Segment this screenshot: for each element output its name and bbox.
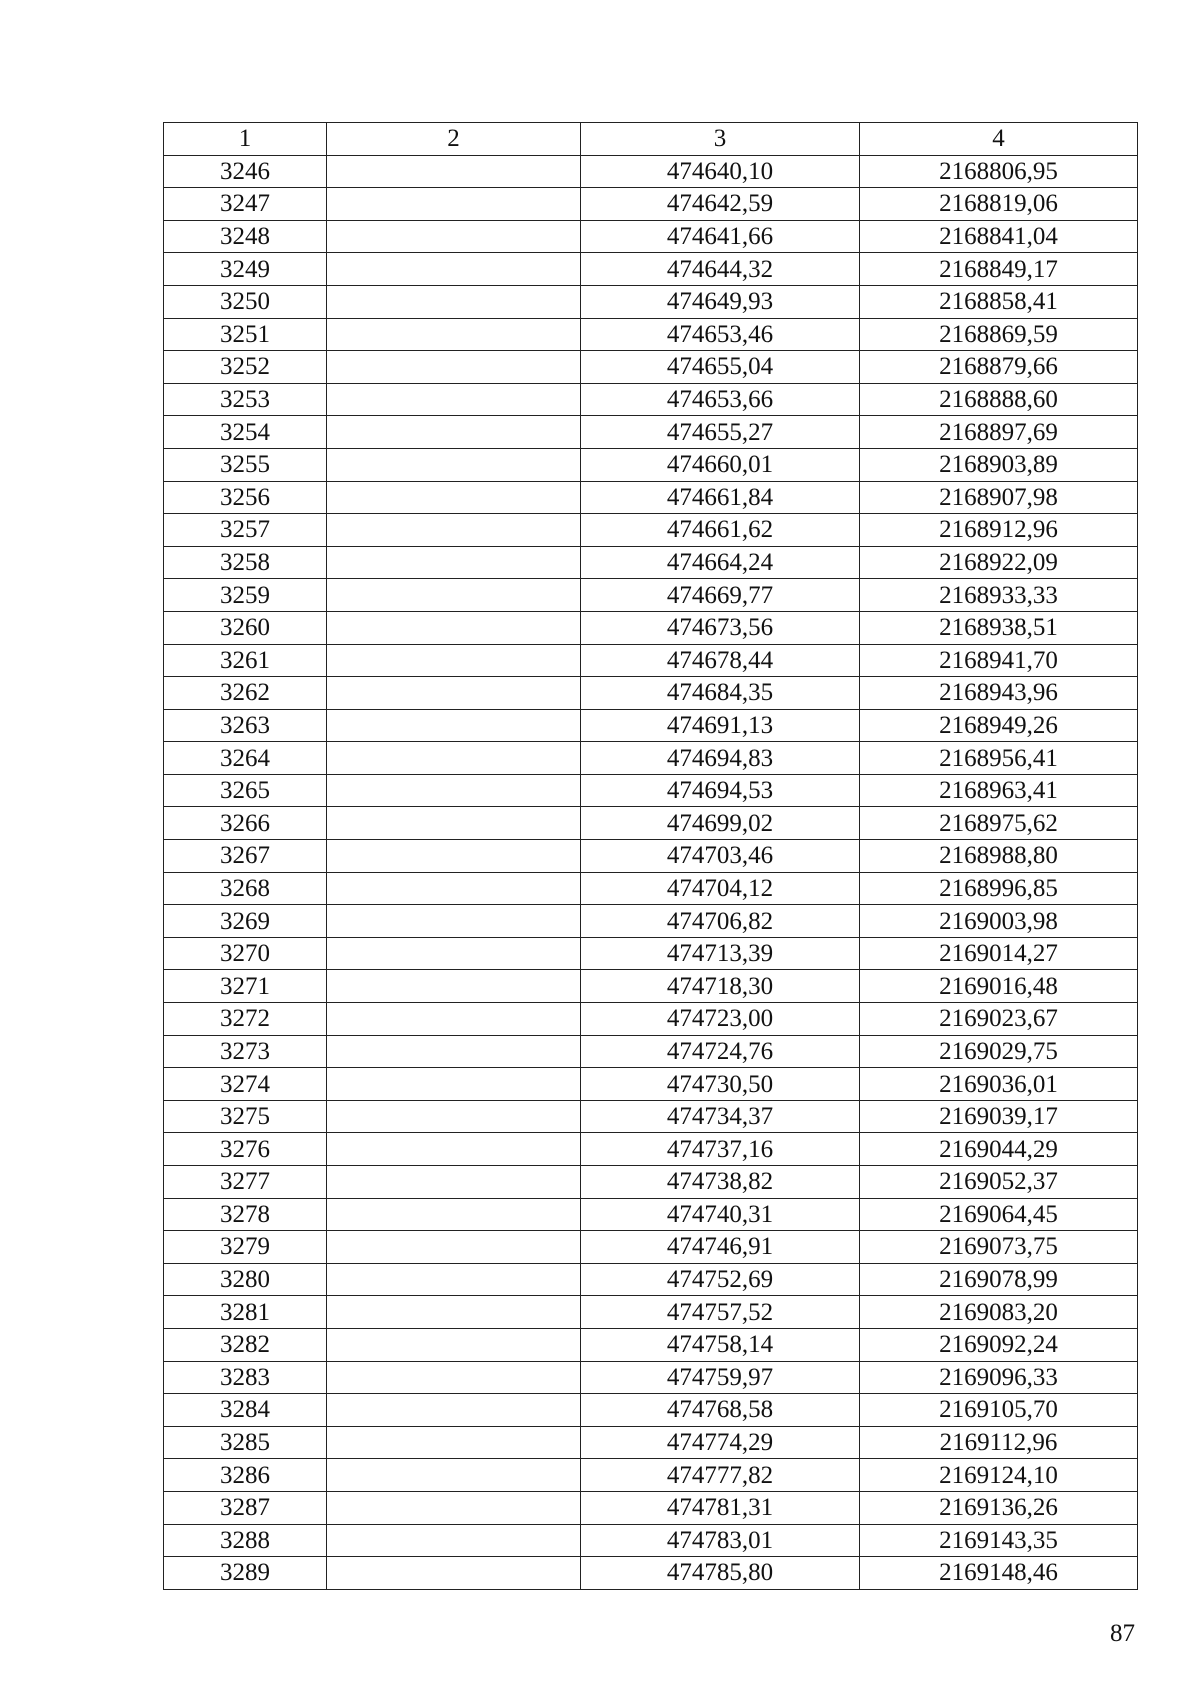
description-cell bbox=[327, 514, 581, 547]
description-cell bbox=[327, 872, 581, 905]
table-row bbox=[164, 514, 1138, 547]
point-number-cell: 3270 bbox=[164, 937, 327, 970]
y-coordinate-cell: 2168858,41 bbox=[860, 285, 1138, 318]
table-row bbox=[164, 1491, 1138, 1524]
point-number-cell: 3263 bbox=[164, 709, 327, 742]
y-coordinate-cell: 2168806,95 bbox=[860, 155, 1138, 188]
x-coordinate-cell: 474694,83 bbox=[581, 742, 860, 775]
x-coordinate-cell: 474694,53 bbox=[581, 774, 860, 807]
table-header-row bbox=[164, 123, 1138, 156]
description-cell bbox=[327, 188, 581, 221]
description-cell bbox=[327, 1198, 581, 1231]
table-row bbox=[164, 1394, 1138, 1427]
y-coordinate-cell: 2169044,29 bbox=[860, 1133, 1138, 1166]
point-number-cell: 3246 bbox=[164, 155, 327, 188]
point-number-cell: 3269 bbox=[164, 905, 327, 938]
table-row bbox=[164, 1524, 1138, 1557]
point-number-cell: 3276 bbox=[164, 1133, 327, 1166]
x-coordinate-cell: 474777,82 bbox=[581, 1459, 860, 1492]
point-number-cell: 3287 bbox=[164, 1491, 327, 1524]
point-number-cell: 3258 bbox=[164, 546, 327, 579]
description-cell bbox=[327, 905, 581, 938]
point-number-cell: 3255 bbox=[164, 448, 327, 481]
x-coordinate-cell: 474644,32 bbox=[581, 253, 860, 286]
description-cell bbox=[327, 1426, 581, 1459]
y-coordinate-cell: 2168841,04 bbox=[860, 220, 1138, 253]
x-coordinate-cell: 474718,30 bbox=[581, 970, 860, 1003]
table-row bbox=[164, 1166, 1138, 1199]
table-row bbox=[164, 1068, 1138, 1101]
table-row bbox=[164, 1133, 1138, 1166]
description-cell bbox=[327, 677, 581, 710]
x-coordinate-cell: 474706,82 bbox=[581, 905, 860, 938]
x-coordinate-cell: 474768,58 bbox=[581, 1394, 860, 1427]
point-number-cell: 3251 bbox=[164, 318, 327, 351]
y-coordinate-cell: 2168933,33 bbox=[860, 579, 1138, 612]
table-row bbox=[164, 774, 1138, 807]
column-header-2: 2 bbox=[327, 123, 581, 156]
point-number-cell: 3278 bbox=[164, 1198, 327, 1231]
y-coordinate-cell: 2168956,41 bbox=[860, 742, 1138, 775]
description-cell bbox=[327, 351, 581, 384]
point-number-cell: 3253 bbox=[164, 383, 327, 416]
description-cell bbox=[327, 1394, 581, 1427]
table-row bbox=[164, 742, 1138, 775]
description-cell bbox=[327, 416, 581, 449]
table-row bbox=[164, 1361, 1138, 1394]
table-row bbox=[164, 1557, 1138, 1590]
description-cell bbox=[327, 1296, 581, 1329]
description-cell bbox=[327, 1459, 581, 1492]
table-row bbox=[164, 383, 1138, 416]
description-cell bbox=[327, 318, 581, 351]
description-cell bbox=[327, 448, 581, 481]
description-cell bbox=[327, 1491, 581, 1524]
description-cell bbox=[327, 1263, 581, 1296]
point-number-cell: 3277 bbox=[164, 1166, 327, 1199]
y-coordinate-cell: 2169003,98 bbox=[860, 905, 1138, 938]
y-coordinate-cell: 2169016,48 bbox=[860, 970, 1138, 1003]
y-coordinate-cell: 2169029,75 bbox=[860, 1035, 1138, 1068]
table-row bbox=[164, 1459, 1138, 1492]
point-number-cell: 3267 bbox=[164, 840, 327, 873]
table-row bbox=[164, 351, 1138, 384]
x-coordinate-cell: 474730,50 bbox=[581, 1068, 860, 1101]
description-cell bbox=[327, 840, 581, 873]
point-number-cell: 3282 bbox=[164, 1328, 327, 1361]
y-coordinate-cell: 2169136,26 bbox=[860, 1491, 1138, 1524]
point-number-cell: 3286 bbox=[164, 1459, 327, 1492]
description-cell bbox=[327, 611, 581, 644]
x-coordinate-cell: 474678,44 bbox=[581, 644, 860, 677]
description-cell bbox=[327, 155, 581, 188]
x-coordinate-cell: 474734,37 bbox=[581, 1100, 860, 1133]
description-cell bbox=[327, 579, 581, 612]
table-row bbox=[164, 579, 1138, 612]
description-cell bbox=[327, 383, 581, 416]
x-coordinate-cell: 474774,29 bbox=[581, 1426, 860, 1459]
point-number-cell: 3259 bbox=[164, 579, 327, 612]
point-number-cell: 3256 bbox=[164, 481, 327, 514]
x-coordinate-cell: 474640,10 bbox=[581, 155, 860, 188]
y-coordinate-cell: 2169096,33 bbox=[860, 1361, 1138, 1394]
point-number-cell: 3275 bbox=[164, 1100, 327, 1133]
y-coordinate-cell: 2168879,66 bbox=[860, 351, 1138, 384]
point-number-cell: 3248 bbox=[164, 220, 327, 253]
x-coordinate-cell: 474641,66 bbox=[581, 220, 860, 253]
y-coordinate-cell: 2168963,41 bbox=[860, 774, 1138, 807]
table-row bbox=[164, 253, 1138, 286]
table-row bbox=[164, 1003, 1138, 1036]
table-row bbox=[164, 937, 1138, 970]
table-row bbox=[164, 481, 1138, 514]
page-number: 87 bbox=[1110, 1620, 1135, 1647]
y-coordinate-cell: 2169064,45 bbox=[860, 1198, 1138, 1231]
x-coordinate-cell: 474655,27 bbox=[581, 416, 860, 449]
column-header-3: 3 bbox=[581, 123, 860, 156]
description-cell bbox=[327, 1231, 581, 1264]
description-cell bbox=[327, 1328, 581, 1361]
point-number-cell: 3285 bbox=[164, 1426, 327, 1459]
table-row bbox=[164, 709, 1138, 742]
y-coordinate-cell: 2168975,62 bbox=[860, 807, 1138, 840]
point-number-cell: 3288 bbox=[164, 1524, 327, 1557]
description-cell bbox=[327, 1100, 581, 1133]
description-cell bbox=[327, 1003, 581, 1036]
description-cell bbox=[327, 774, 581, 807]
y-coordinate-cell: 2169148,46 bbox=[860, 1557, 1138, 1590]
y-coordinate-cell: 2168907,98 bbox=[860, 481, 1138, 514]
y-coordinate-cell: 2169039,17 bbox=[860, 1100, 1138, 1133]
y-coordinate-cell: 2168849,17 bbox=[860, 253, 1138, 286]
description-cell bbox=[327, 742, 581, 775]
table-row bbox=[164, 1296, 1138, 1329]
point-number-cell: 3249 bbox=[164, 253, 327, 286]
y-coordinate-cell: 2169036,01 bbox=[860, 1068, 1138, 1101]
x-coordinate-cell: 474673,56 bbox=[581, 611, 860, 644]
table-row bbox=[164, 677, 1138, 710]
y-coordinate-cell: 2169078,99 bbox=[860, 1263, 1138, 1296]
description-cell bbox=[327, 1166, 581, 1199]
y-coordinate-cell: 2168988,80 bbox=[860, 840, 1138, 873]
point-number-cell: 3272 bbox=[164, 1003, 327, 1036]
table-row bbox=[164, 807, 1138, 840]
y-coordinate-cell: 2169052,37 bbox=[860, 1166, 1138, 1199]
x-coordinate-cell: 474653,66 bbox=[581, 383, 860, 416]
point-number-cell: 3266 bbox=[164, 807, 327, 840]
description-cell bbox=[327, 709, 581, 742]
y-coordinate-cell: 2168869,59 bbox=[860, 318, 1138, 351]
x-coordinate-cell: 474660,01 bbox=[581, 448, 860, 481]
point-number-cell: 3254 bbox=[164, 416, 327, 449]
point-number-cell: 3264 bbox=[164, 742, 327, 775]
x-coordinate-cell: 474737,16 bbox=[581, 1133, 860, 1166]
point-number-cell: 3281 bbox=[164, 1296, 327, 1329]
table-row bbox=[164, 1100, 1138, 1133]
table-row bbox=[164, 1035, 1138, 1068]
y-coordinate-cell: 2168949,26 bbox=[860, 709, 1138, 742]
description-cell bbox=[327, 481, 581, 514]
table-row bbox=[164, 840, 1138, 873]
x-coordinate-cell: 474649,93 bbox=[581, 285, 860, 318]
point-number-cell: 3284 bbox=[164, 1394, 327, 1427]
table-row bbox=[164, 1263, 1138, 1296]
table-row bbox=[164, 220, 1138, 253]
table-row bbox=[164, 318, 1138, 351]
y-coordinate-cell: 2169083,20 bbox=[860, 1296, 1138, 1329]
y-coordinate-cell: 2168996,85 bbox=[860, 872, 1138, 905]
x-coordinate-cell: 474699,02 bbox=[581, 807, 860, 840]
column-header-1: 1 bbox=[164, 123, 327, 156]
point-number-cell: 3273 bbox=[164, 1035, 327, 1068]
description-cell bbox=[327, 1524, 581, 1557]
point-number-cell: 3252 bbox=[164, 351, 327, 384]
x-coordinate-cell: 474669,77 bbox=[581, 579, 860, 612]
description-cell bbox=[327, 1068, 581, 1101]
y-coordinate-cell: 2169014,27 bbox=[860, 937, 1138, 970]
x-coordinate-cell: 474661,84 bbox=[581, 481, 860, 514]
point-number-cell: 3260 bbox=[164, 611, 327, 644]
description-cell bbox=[327, 220, 581, 253]
y-coordinate-cell: 2168941,70 bbox=[860, 644, 1138, 677]
point-number-cell: 3283 bbox=[164, 1361, 327, 1394]
table-row bbox=[164, 905, 1138, 938]
x-coordinate-cell: 474757,52 bbox=[581, 1296, 860, 1329]
x-coordinate-cell: 474781,31 bbox=[581, 1491, 860, 1524]
description-cell bbox=[327, 1133, 581, 1166]
x-coordinate-cell: 474655,04 bbox=[581, 351, 860, 384]
point-number-cell: 3268 bbox=[164, 872, 327, 905]
y-coordinate-cell: 2168903,89 bbox=[860, 448, 1138, 481]
table-row bbox=[164, 155, 1138, 188]
y-coordinate-cell: 2168912,96 bbox=[860, 514, 1138, 547]
y-coordinate-cell: 2169073,75 bbox=[860, 1231, 1138, 1264]
description-cell bbox=[327, 1361, 581, 1394]
table-row bbox=[164, 970, 1138, 1003]
y-coordinate-cell: 2168888,60 bbox=[860, 383, 1138, 416]
x-coordinate-cell: 474740,31 bbox=[581, 1198, 860, 1231]
table-row bbox=[164, 188, 1138, 221]
point-number-cell: 3265 bbox=[164, 774, 327, 807]
x-coordinate-cell: 474661,62 bbox=[581, 514, 860, 547]
x-coordinate-cell: 474759,97 bbox=[581, 1361, 860, 1394]
y-coordinate-cell: 2168922,09 bbox=[860, 546, 1138, 579]
point-number-cell: 3274 bbox=[164, 1068, 327, 1101]
y-coordinate-cell: 2168897,69 bbox=[860, 416, 1138, 449]
x-coordinate-cell: 474664,24 bbox=[581, 546, 860, 579]
y-coordinate-cell: 2169023,67 bbox=[860, 1003, 1138, 1036]
y-coordinate-cell: 2168943,96 bbox=[860, 677, 1138, 710]
table-row bbox=[164, 285, 1138, 318]
y-coordinate-cell: 2168819,06 bbox=[860, 188, 1138, 221]
x-coordinate-cell: 474738,82 bbox=[581, 1166, 860, 1199]
table-row bbox=[164, 1426, 1138, 1459]
y-coordinate-cell: 2169124,10 bbox=[860, 1459, 1138, 1492]
x-coordinate-cell: 474713,39 bbox=[581, 937, 860, 970]
description-cell bbox=[327, 285, 581, 318]
table-row bbox=[164, 644, 1138, 677]
x-coordinate-cell: 474691,13 bbox=[581, 709, 860, 742]
x-coordinate-cell: 474703,46 bbox=[581, 840, 860, 873]
x-coordinate-cell: 474746,91 bbox=[581, 1231, 860, 1264]
description-cell bbox=[327, 253, 581, 286]
coordinates-table bbox=[163, 122, 1138, 1590]
table-row bbox=[164, 546, 1138, 579]
x-coordinate-cell: 474785,80 bbox=[581, 1557, 860, 1590]
point-number-cell: 3262 bbox=[164, 677, 327, 710]
point-number-cell: 3279 bbox=[164, 1231, 327, 1264]
point-number-cell: 3271 bbox=[164, 970, 327, 1003]
x-coordinate-cell: 474783,01 bbox=[581, 1524, 860, 1557]
point-number-cell: 3289 bbox=[164, 1557, 327, 1590]
x-coordinate-cell: 474684,35 bbox=[581, 677, 860, 710]
table-row bbox=[164, 1231, 1138, 1264]
table-row bbox=[164, 448, 1138, 481]
column-header-4: 4 bbox=[860, 123, 1138, 156]
y-coordinate-cell: 2169092,24 bbox=[860, 1328, 1138, 1361]
description-cell bbox=[327, 644, 581, 677]
description-cell bbox=[327, 1035, 581, 1068]
table-row bbox=[164, 416, 1138, 449]
description-cell bbox=[327, 807, 581, 840]
point-number-cell: 3247 bbox=[164, 188, 327, 221]
table-row bbox=[164, 611, 1138, 644]
description-cell bbox=[327, 546, 581, 579]
description-cell bbox=[327, 970, 581, 1003]
point-number-cell: 3257 bbox=[164, 514, 327, 547]
y-coordinate-cell: 2168938,51 bbox=[860, 611, 1138, 644]
x-coordinate-cell: 474752,69 bbox=[581, 1263, 860, 1296]
table-row bbox=[164, 1328, 1138, 1361]
table-row bbox=[164, 1198, 1138, 1231]
x-coordinate-cell: 474653,46 bbox=[581, 318, 860, 351]
table-body bbox=[164, 155, 1138, 1589]
point-number-cell: 3280 bbox=[164, 1263, 327, 1296]
description-cell bbox=[327, 1557, 581, 1590]
y-coordinate-cell: 2169143,35 bbox=[860, 1524, 1138, 1557]
point-number-cell: 3250 bbox=[164, 285, 327, 318]
y-coordinate-cell: 2169112,96 bbox=[860, 1426, 1138, 1459]
y-coordinate-cell: 2169105,70 bbox=[860, 1394, 1138, 1427]
x-coordinate-cell: 474723,00 bbox=[581, 1003, 860, 1036]
x-coordinate-cell: 474758,14 bbox=[581, 1328, 860, 1361]
description-cell bbox=[327, 937, 581, 970]
x-coordinate-cell: 474642,59 bbox=[581, 188, 860, 221]
point-number-cell: 3261 bbox=[164, 644, 327, 677]
x-coordinate-cell: 474724,76 bbox=[581, 1035, 860, 1068]
table-row bbox=[164, 872, 1138, 905]
x-coordinate-cell: 474704,12 bbox=[581, 872, 860, 905]
